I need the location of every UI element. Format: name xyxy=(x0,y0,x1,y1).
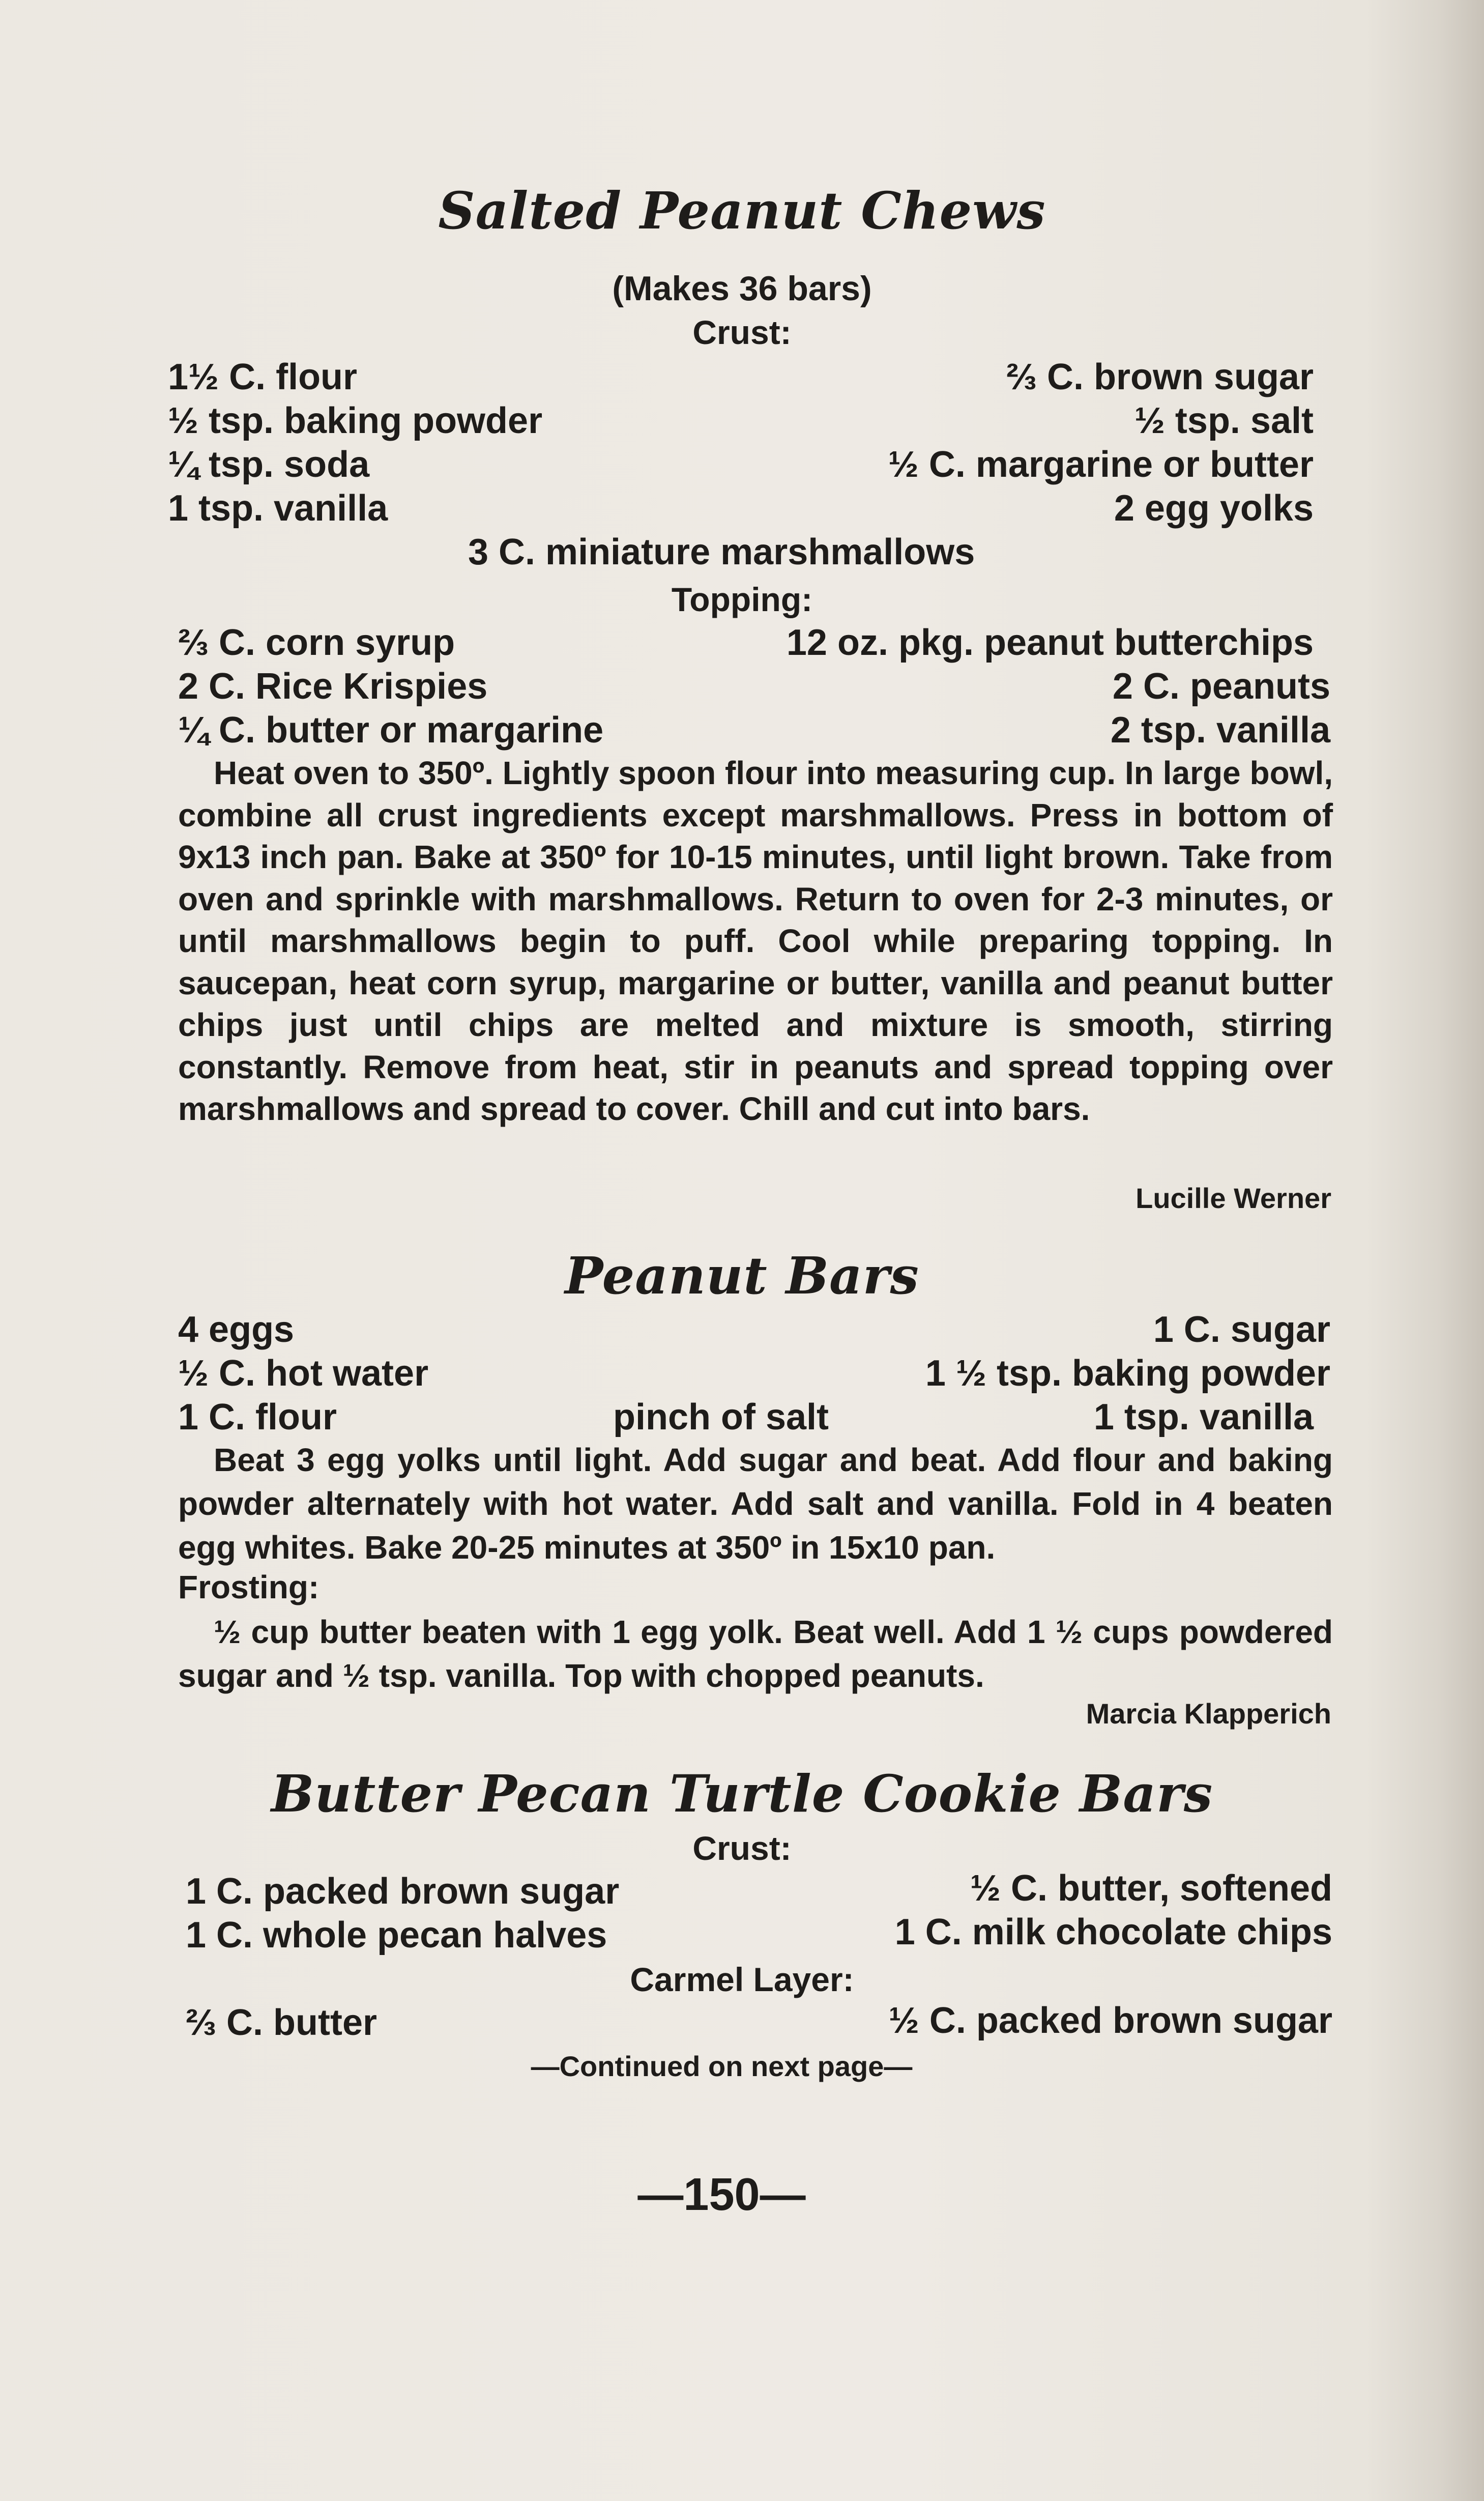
ingredient: 1½ C. flour xyxy=(168,357,358,397)
recipe-directions: Heat oven to 350º. Lightly spoon flour into measuring cup. In large bowl, combine all crust ingredients except marshmallows. Press in bottom of 9x13 inch pan. Bake at 350º for 10-15 minutes, until light brown. Take from oven and sprinkle with marshmallows. Return to oven for 2-3 minutes, or until marshmallows begin to puff. Cool while preparing topping. In saucepan, heat corn syrup, margarine or butter, vanilla and peanut butter chips just until chips are melted and mixture is smooth, stirring constantly. Remove from heat, stir in peanuts and spread topping over marshmallows and spread to cover. Chill and cut into bars. xyxy=(178,755,1333,1127)
ingredient: ½ C. packed brown sugar xyxy=(888,2000,1332,2041)
recipe-title-peanut-bars: Peanut Bars xyxy=(565,1246,919,1306)
ingredient: ¼ C. butter or margarine xyxy=(178,710,604,751)
frosting-label: Frosting: xyxy=(178,1569,319,1605)
ingredient: 2 tsp. vanilla xyxy=(1110,710,1330,751)
recipe-yield: (Makes 36 bars) xyxy=(612,269,872,308)
ingredient: 1 tsp. vanilla xyxy=(168,488,388,529)
ingredient: 1 C. packed brown sugar xyxy=(186,1871,620,1912)
recipe-directions: Beat 3 egg yolks until light. Add sugar and beat. Add flour and baking powder alternately with hot water. Add salt and vanilla. Fold in 4 beaten egg whites. Bake 20-25 minutes at 350º in 15x10 pan. xyxy=(178,1442,1333,1566)
ingredient: 1 tsp. vanilla xyxy=(1093,1397,1314,1438)
recipe-author: Marcia Klapperich xyxy=(1086,1698,1331,1730)
carmel-layer-label: Carmel Layer: xyxy=(630,1961,854,1998)
crust-label: Crust: xyxy=(692,1829,792,1867)
ingredient: 3 C. miniature marshmallows xyxy=(468,532,975,572)
ingredient: ½ tsp. salt xyxy=(1134,400,1314,441)
ingredient: ⅔ C. butter xyxy=(186,2002,377,2043)
ingredient: 2 C. Rice Krispies xyxy=(178,666,488,707)
ingredient: 1 C. whole pecan halves xyxy=(186,1915,607,1956)
ingredient: ½ C. hot water xyxy=(178,1353,429,1394)
ingredient: 2 C. peanuts xyxy=(1112,666,1330,707)
ingredient: 1 C. milk chocolate chips xyxy=(894,1912,1332,1952)
ingredient: 1 C. sugar xyxy=(1153,1309,1330,1350)
ingredient: 4 eggs xyxy=(178,1309,295,1350)
ingredient: ⅔ C. brown sugar xyxy=(1006,357,1314,397)
ingredient: 1 C. flour xyxy=(178,1397,337,1438)
ingredient: ¼ tsp. soda xyxy=(168,444,370,485)
ingredient: ⅔ C. corn syrup xyxy=(178,622,455,663)
topping-label: Topping: xyxy=(671,581,813,618)
ingredient: 2 egg yolks xyxy=(1114,488,1314,529)
page-number: —150— xyxy=(637,2169,806,2220)
recipe-title-salted-peanut-chews: Salted Peanut Chews xyxy=(438,181,1046,241)
ingredient: ½ C. butter, softened xyxy=(970,1868,1332,1909)
ingredient: ½ tsp. baking powder xyxy=(168,400,543,441)
continued-note: —Continued on next page— xyxy=(531,2050,913,2082)
ingredient: ½ C. margarine or butter xyxy=(888,444,1314,485)
ingredient: pinch of salt xyxy=(613,1397,829,1438)
frosting-directions: ½ cup butter beaten with 1 egg yolk. Beat well. Add 1 ½ cups powdered sugar and ½ tsp. vanilla. Top with chopped peanuts. xyxy=(178,1614,1333,1694)
ingredient: 12 oz. pkg. peanut butterchips xyxy=(786,622,1314,663)
recipe-author: Lucille Werner xyxy=(1136,1182,1331,1214)
crust-label: Crust: xyxy=(692,313,792,351)
ingredient: 1 ½ tsp. baking powder xyxy=(925,1353,1330,1394)
recipe-title-butter-pecan-turtle-cookie-bars: Butter Pecan Turtle Cookie Bars xyxy=(271,1764,1213,1824)
